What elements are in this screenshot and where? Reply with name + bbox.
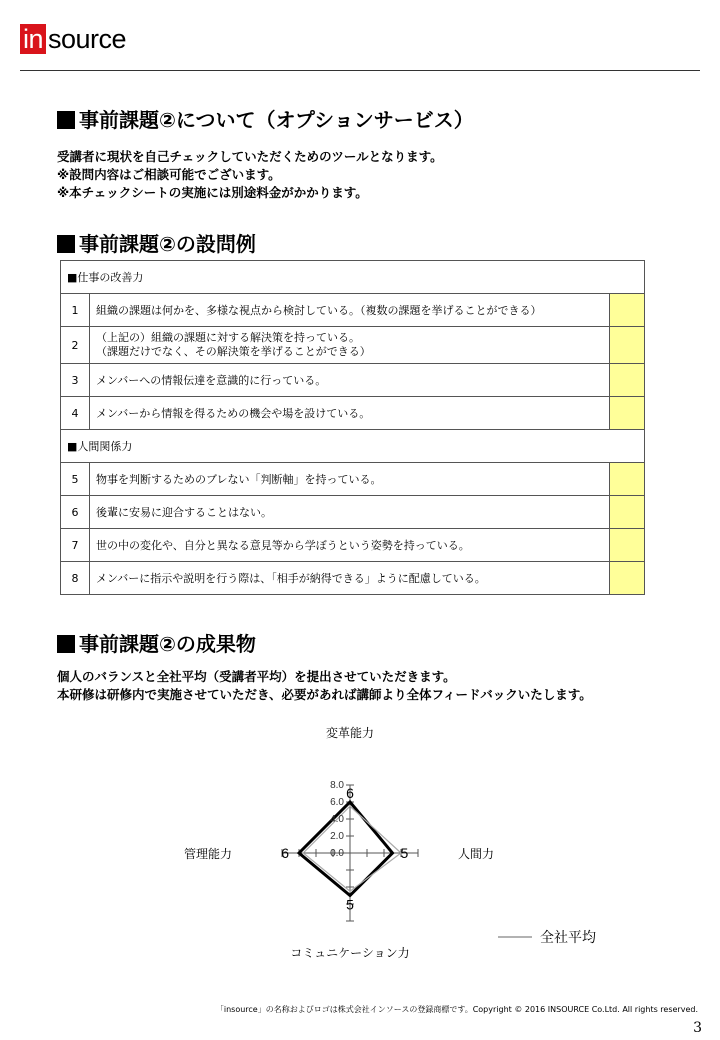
- section3-heading: [57, 628, 256, 657]
- question-table: [60, 260, 645, 595]
- question-text: メンバーへの情報伝達を意識的に行っている。: [90, 364, 610, 397]
- table-row: [61, 397, 645, 430]
- insource-logo: [20, 24, 126, 54]
- radar-tick-label: 0.0: [330, 848, 344, 859]
- section1-body: [57, 148, 443, 202]
- radar-chart: [160, 715, 640, 975]
- radar-axis-label: 人間力: [458, 847, 495, 861]
- page-number: 3: [693, 1020, 702, 1036]
- logo-source: source: [48, 24, 127, 54]
- category-row: [61, 430, 645, 463]
- question-number: 7: [61, 529, 90, 562]
- section2-heading: [57, 228, 256, 257]
- table-row: [61, 364, 645, 397]
- question-number: 8: [61, 562, 90, 595]
- question-number: 6: [61, 496, 90, 529]
- answer-cell[interactable]: [610, 529, 645, 562]
- answer-cell[interactable]: [610, 562, 645, 595]
- radar-axis-label: コミュニケーション力: [290, 946, 410, 960]
- section3-line: 本研修は研修内で実施させていただき、必要があれば講師より全体フィードバックいたします。: [57, 687, 592, 702]
- radar-data-label: 5: [346, 896, 354, 913]
- radar-data-label: 6: [281, 845, 289, 861]
- answer-cell[interactable]: [610, 364, 645, 397]
- section3-body: [57, 668, 592, 704]
- legend-label: 全社平均: [540, 930, 596, 946]
- question-number: 5: [61, 463, 90, 496]
- question-text: メンバーから情報を得るための機会や場を設けている。: [90, 397, 610, 430]
- question-number: 3: [61, 364, 90, 397]
- question-text: 物事を判断するためのブレない「判断軸」を持っている。: [90, 463, 610, 496]
- radar-data-label: 6: [346, 785, 354, 801]
- table-row: [61, 327, 645, 364]
- question-text: メンバーに指示や説明を行う際は、「相手が納得できる」ように配慮している。: [90, 562, 610, 595]
- question-number: 2: [61, 327, 90, 364]
- section1-line: 受講者に現状を自己チェックしていただくためのツールとなります。: [57, 149, 443, 164]
- radar-series-polygon: [299, 802, 393, 896]
- answer-cell[interactable]: [610, 397, 645, 430]
- question-number: 4: [61, 397, 90, 430]
- square-bullet-icon: [57, 111, 75, 129]
- category-label: ■人間関係力: [61, 430, 645, 463]
- section1-line: ※設問内容はご相談可能でございます。: [57, 167, 281, 182]
- question-text: 組織の課題は何かを、多様な視点から検討している。（複数の課題を挙げることができる）: [90, 294, 610, 327]
- section3-line: 個人のバランスと全社平均（受講者平均）を提出させていただきます。: [57, 669, 456, 684]
- question-text: 後輩に安易に迎合することはない。: [90, 496, 610, 529]
- category-row: [61, 261, 645, 294]
- answer-cell[interactable]: [610, 327, 645, 364]
- answer-cell[interactable]: [610, 496, 645, 529]
- radar-data-label: 5: [400, 845, 409, 861]
- logo-in: in: [20, 24, 46, 54]
- radar-axis-label: 管理能力: [183, 847, 232, 861]
- section2-title: 事前課題②の設問例: [79, 232, 256, 256]
- radar-tick-label: 8.0: [330, 780, 344, 791]
- question-number: 1: [61, 294, 90, 327]
- section1-heading: [57, 104, 474, 133]
- radar-axis-label: 変革能力: [325, 726, 375, 740]
- section1-line: ※本チェックシートの実施には別途料金がかかります。: [57, 185, 368, 200]
- table-row: [61, 463, 645, 496]
- square-bullet-icon: [57, 635, 75, 653]
- table-row: [61, 294, 645, 327]
- section3-title: 事前課題②の成果物: [79, 632, 256, 656]
- answer-cell[interactable]: [610, 463, 645, 496]
- question-text: （上記の）組織の課題に対する解決策を持っている。 （課題だけでなく、その解決策を挙げることができる）: [90, 327, 610, 364]
- square-bullet-icon: [57, 235, 75, 253]
- radar-tick-label: 2.0: [330, 831, 344, 842]
- answer-cell[interactable]: [610, 294, 645, 327]
- section1-title: 事前課題②について（オプションサービス）: [79, 108, 474, 132]
- table-row: [61, 529, 645, 562]
- table-row: [61, 562, 645, 595]
- radar-tick-label: 4.0: [330, 814, 344, 825]
- table-row: [61, 496, 645, 529]
- category-label: ■仕事の改善力: [61, 261, 645, 294]
- radar-tick-label: 6.0: [330, 797, 344, 808]
- header-divider: [20, 70, 700, 71]
- footer-copyright: 「insource」の名称およびロゴは株式会社インソースの登録商標です。Copyright © 2016 INSOURCE Co.Ltd. All rights reserved.: [215, 1005, 698, 1014]
- question-text: 世の中の変化や、自分と異なる意見等から学ぼうという姿勢を持っている。: [90, 529, 610, 562]
